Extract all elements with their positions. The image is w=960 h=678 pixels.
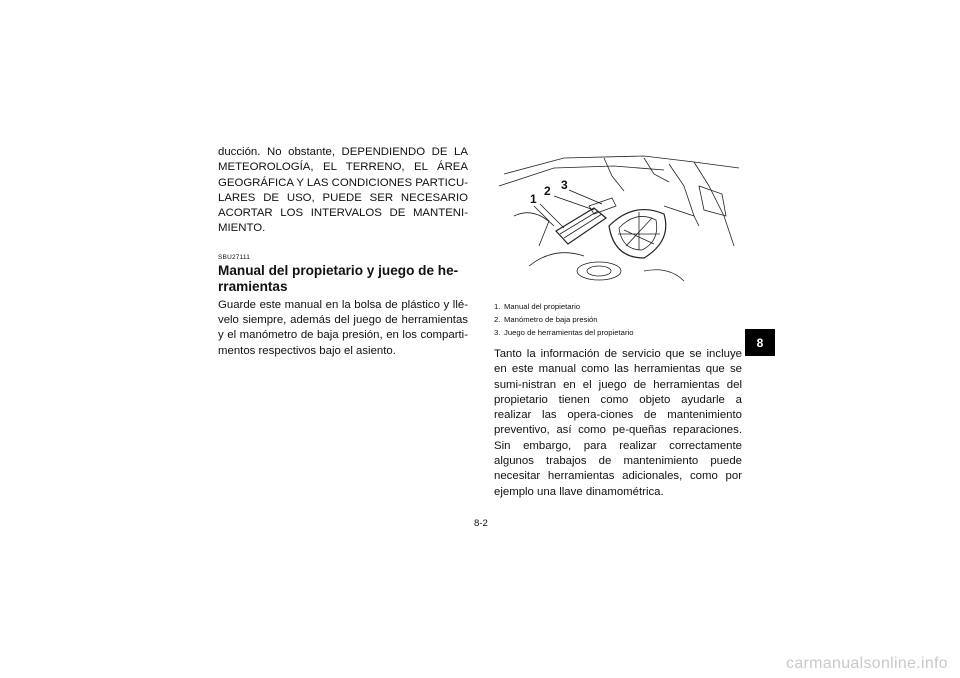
watermark: carmanualsonline.info — [786, 655, 948, 672]
callout-1: 1 — [530, 192, 537, 206]
caption-item: 1. Manual del propietario — [494, 302, 581, 311]
under-seat-illustration — [494, 146, 742, 294]
left-column — [218, 145, 468, 359]
figure-captions — [494, 300, 742, 339]
section-body-paragraph: Guarde este manual en la bolsa de plástico y llé-velo siempre, además del juego de herramientas y el manómetro de baja presión, en los comparti-mentos respectivos bajo el asiento. — [218, 298, 468, 357]
intro-paragraph: ducción. No obstante, DEPENDIENDO DE LA METEOROLOGÍA, EL TERRENO, EL ÁREA GEOGRÁFICA Y LAS CONDICIONES PARTICU-LARES DE USO, PUEDE SER NECESARIO ACORTAR LOS INTERVALOS DE MANTENI-MIENTO. — [218, 146, 468, 235]
page-number: 8-2 — [474, 518, 488, 529]
callout-2: 2 — [544, 184, 551, 198]
caption-item: 3. Juego de herramientas del propietario — [494, 328, 634, 337]
right-body-paragraph: Tanto la información de servicio que se incluye en este manual como las herramientas que se sumi-nistran en el juego de herramientas del propietario tienen como objeto ayudarle a realizar las opera-ciones de mantenimiento preventivo, así como pe-queñas reparaciones. Sin embargo, para realizar correctamente algunos trabajos de mantenimiento puede necesitar herramientas adicionales, como por ejemplo una llave dinamométrica. — [494, 348, 742, 498]
section-title: Manual del propietario y juego de he-rramientas — [218, 262, 459, 294]
chapter-tab: 8 — [745, 329, 775, 356]
caption-item: 2. Manómetro de baja presión — [494, 315, 598, 324]
callout-3: 3 — [561, 178, 568, 192]
right-column — [494, 146, 742, 500]
section-code: SBU27111 — [218, 253, 251, 261]
under-seat-drawing — [494, 146, 742, 294]
